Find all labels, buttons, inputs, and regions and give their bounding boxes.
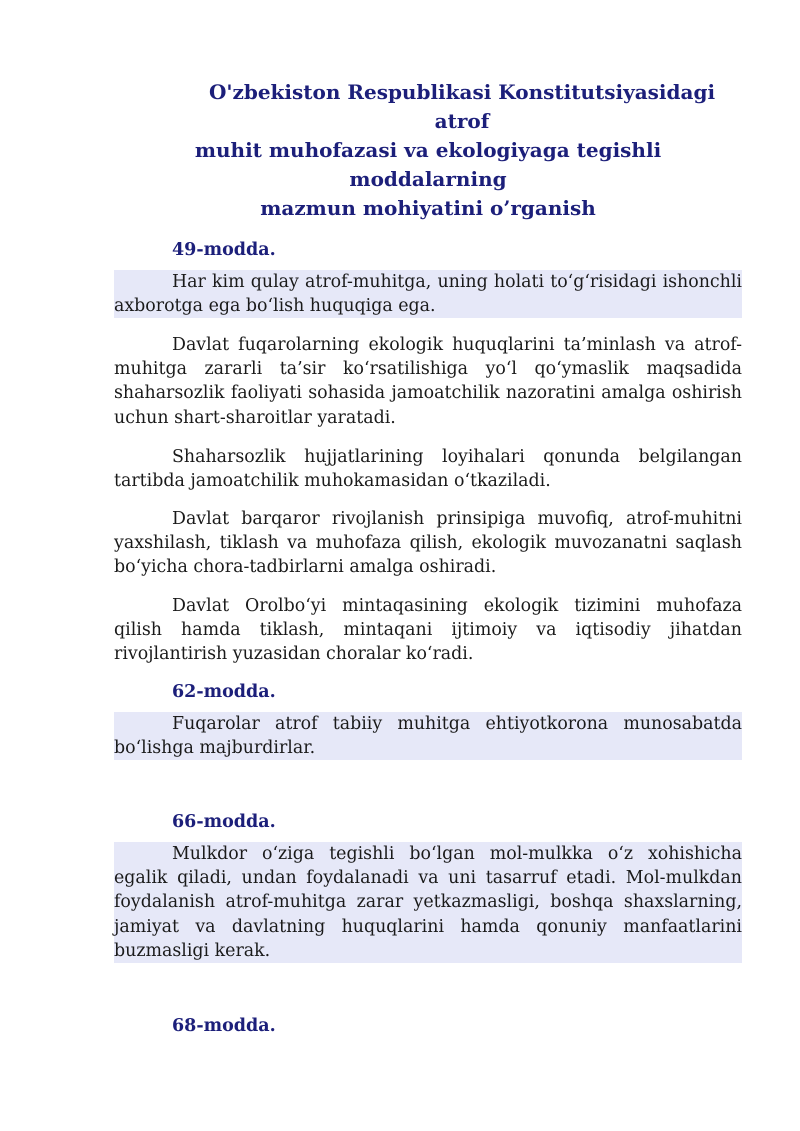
title-line: mazmun mohiyatini o’rganish — [260, 196, 596, 220]
title-line: O'zbekiston Respublikasi Konstitutsiyasidagi atrof — [208, 80, 716, 133]
article-heading-66: 66-modda. — [172, 812, 276, 832]
article-62-paragraph-1: Fuqarolar atrof tabiiy muhitga ehtiyotkorona munosabatda bo‘lishga majburdirlar. — [114, 712, 742, 760]
article-49-paragraph-2: Davlat fuqarolarning ekologik huquqlarini ta’minlash va atrof-muhitga zararli ta’sir ko‘rsatilishiga yo‘l qo‘ymaslik maqsadida shaharsozlik faoliyati sohasida jamoatchilik nazoratini amalga oshirish uchun shart-sharoitlar yaratadi. — [114, 335, 742, 428]
title-line: muhit muhofazasi va ekologiyaga tegishli moddalarning — [194, 138, 662, 191]
article-49-paragraph-4: Davlat barqaror rivojlanish prinsipiga muvofiq, atrof-muhitni yaxshilash, tiklash va muhofaza qilish, ekologik muvozanatni saqlash bo‘yicha chora-tadbirlarni amalga oshiradi. — [114, 509, 742, 578]
article-heading-68: 68-modda. — [172, 1016, 276, 1036]
article-heading-49: 49-modda. — [172, 240, 276, 260]
article-66-paragraph-1: Mulkdor o‘ziga tegishli bo‘lgan mol-mulkka o‘z xohishicha egalik qiladi, undan foydalanadi va uni tasarruf etadi. Mol-mulkdan foydalanish atrof-muhitga zarar yetkazmasligi, boshqa shaxslarning, jamiyat va davlatning huquqlarini hamda qonuniy manfaatlarini buzmasligi kerak. — [114, 842, 742, 963]
article-heading-62: 62-modda. — [172, 682, 276, 702]
article-49-paragraph-1: Har kim qulay atrof-muhitga, uning holati to‘g‘risidagi ishonchli axborotga ega bo‘lish huquqiga ega. — [114, 270, 742, 318]
article-49-paragraph-3: Shaharsozlik hujjatlarining loyihalari qonunda belgilangan tartibda jamoatchilik muhokamasidan o‘tkaziladi. — [114, 447, 742, 492]
article-49-paragraph-5: Davlat Orolbo‘yi mintaqasining ekologik tizimini muhofaza qilish hamda tiklash, mintaqani ijtimoiy va iqtisodiy jihatdan rivojlantirish yuzasidan choralar ko‘radi. — [114, 596, 742, 665]
document-title — [114, 78, 742, 223]
